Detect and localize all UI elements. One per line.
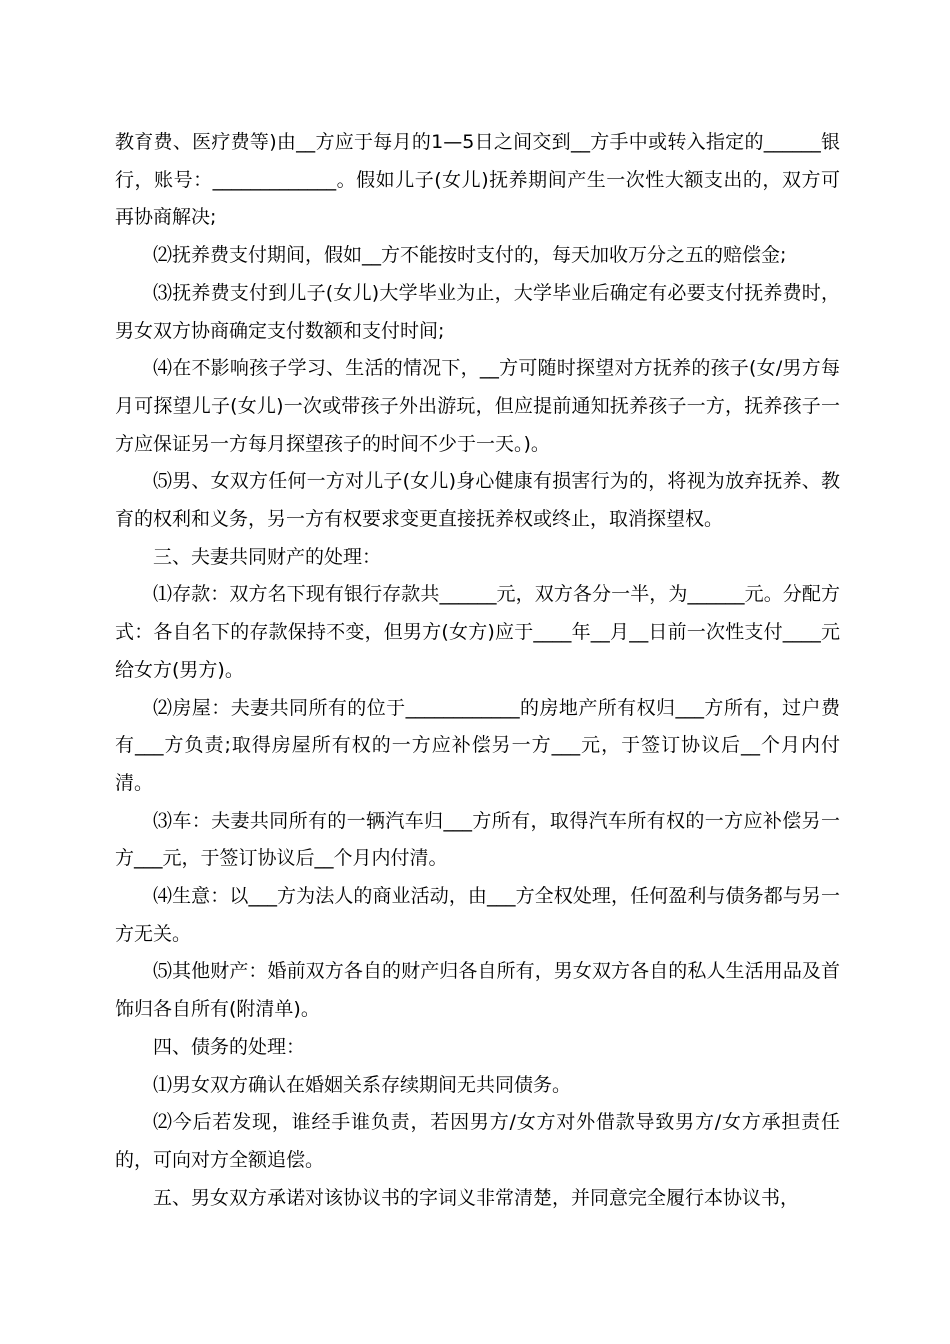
paragraph: ⑵今后若发现，谁经手谁负责，若因男方/女方对外借款导致男方/女方承担责任的，可向对方全额追偿。 (115, 1111, 840, 1171)
paragraph: ⑸其他财产：婚前双方各自的财产归各自所有，男女双方各自的私人生活用品及首饰归各自所有(附清单)。 (115, 960, 840, 1021)
paragraph: ⑵房屋：夫妻共同所有的位于____________的房地产所有权归___方所有，过户费有___方负责;取得房屋所有权的一方应补偿另一方___元，于签订协议后__个月内付清。 (115, 696, 840, 794)
paragraph: ⑵抚养费支付期间，假如__方不能按时支付的，每天加收万分之五的赔偿金; (153, 244, 787, 267)
paragraph: ⑸男、女双方任何一方对儿子(女儿)身心健康有损害行为的，将视为放弃抚养、教育的权利和义务，另一方有权要求变更直接抚养权或终止，取消探望权。 (115, 470, 840, 531)
section-heading: 三、夫妻共同财产的处理： (153, 545, 382, 568)
paragraph: 教育费、医疗费等)由__方应于每月的1—5日之间交到__方手中或转入指定的______银行，账号：_____________。假如儿子(女儿)抚养期间产生一次性大额支出的，双方可再协商解决; (115, 131, 840, 229)
paragraph: ⑴存款：双方名下现有银行存款共______元，双方各分一半，为______元。分配方式：各自名下的存款保持不变，但男方(女方)应于____年__月__日前一次性支付____元给女方(男方)。 (115, 583, 840, 681)
paragraph: ⑶车：夫妻共同所有的一辆汽车归___方所有，取得汽车所有权的一方应补偿另一方___元，于签订协议后__个月内付清。 (115, 809, 840, 870)
paragraph: ⑶抚养费支付到儿子(女儿)大学毕业为止，大学毕业后确定有必要支付抚养费时，男女双方协商确定支付数额和支付时间; (115, 281, 840, 342)
paragraph: ⑴男女双方确认在婚姻关系存续期间无共同债务。 (153, 1073, 572, 1096)
section-heading: 四、债务的处理： (153, 1035, 306, 1058)
paragraph: ⑷生意：以___方为法人的商业活动，由___方全权处理，任何盈利与债务都与另一方无关。 (115, 885, 840, 945)
document-body (115, 124, 840, 1217)
paragraph: 五、男女双方承诺对该协议书的字词义非常清楚，并同意完全履行本协议书， (153, 1186, 800, 1209)
paragraph: ⑷在不影响孩子学习、生活的情况下，__方可随时探望对方抚养的孩子(女/男方每月可探望儿子(女儿)一次或带孩子外出游玩，但应提前通知抚养孩子一方，抚养孩子一方应保证另一方每月探望孩子的时间不少于一天。)。 (115, 357, 840, 455)
